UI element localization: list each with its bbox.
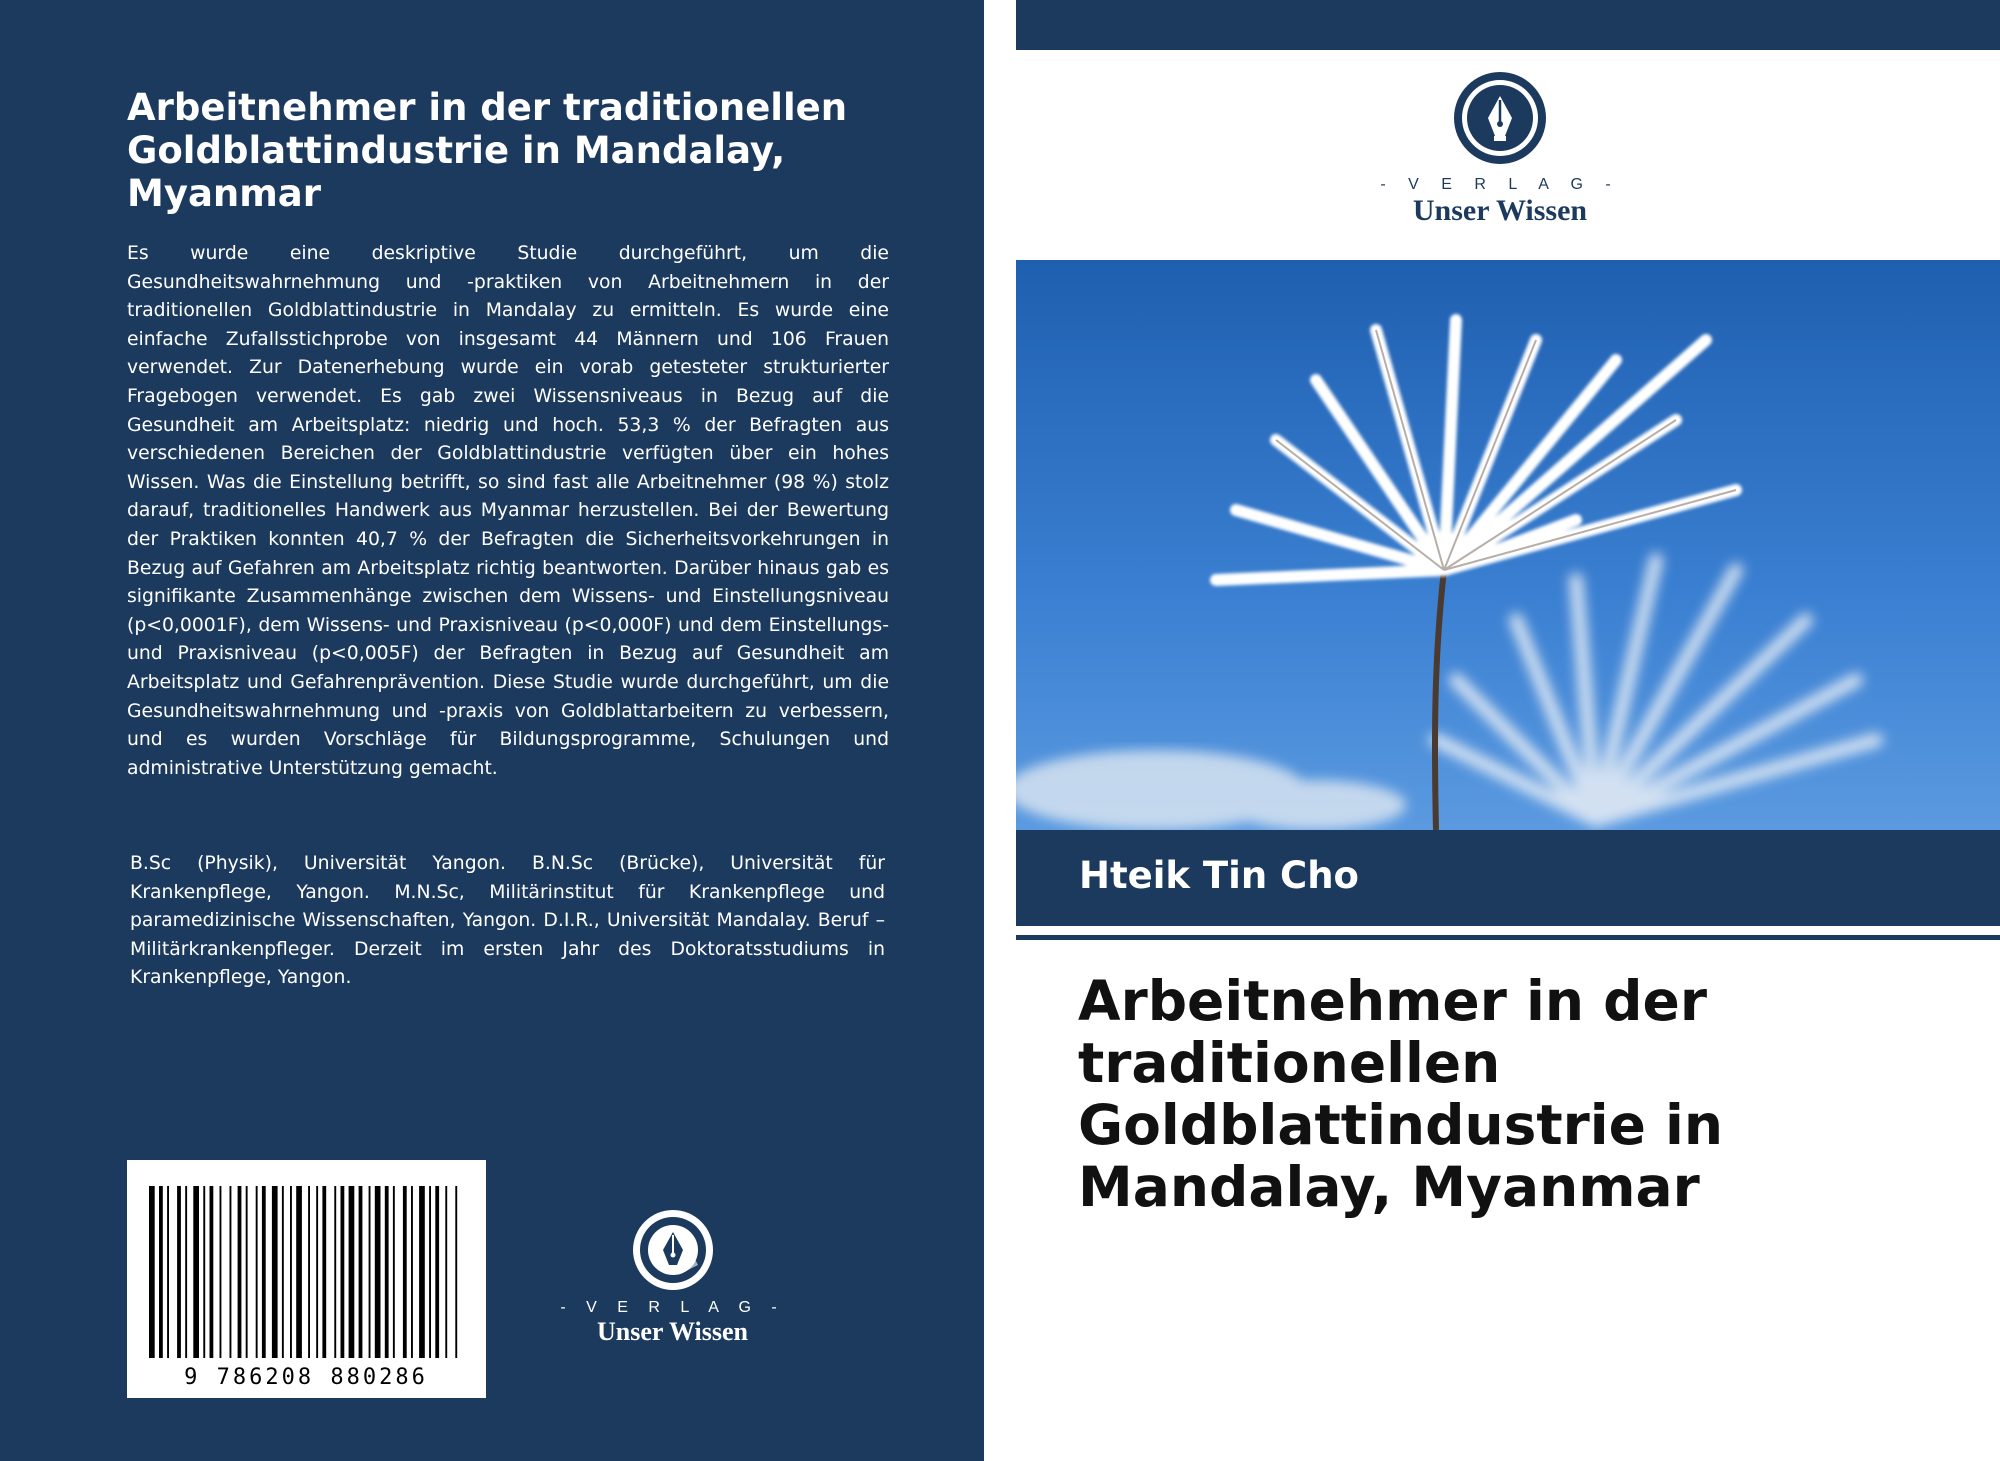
barcode-bar: [220, 1186, 222, 1358]
barcode-bar: [359, 1186, 363, 1358]
barcode-bar: [429, 1186, 431, 1358]
barcode-bar: [282, 1186, 284, 1358]
barcode-bar: [308, 1186, 310, 1358]
barcode-bar: [403, 1186, 407, 1358]
barcode-bar: [177, 1186, 181, 1358]
back-cover: [0, 0, 984, 1461]
author-bio: B.Sc (Physik), Universität Yangon. B.N.Sc (Brücke), Universität für Krankenpflege, Yangon. M.N.Sc, Militärinstitut für Krankenpflege und paramedizinische Wissenschaften, Yangon. D.I.R., Universität Mandalay. Beruf – Militärkrankenpfleger. Derzeit im ersten Jahr des Doktoratsstudiums in Krankenpflege, Yangon.: [130, 853, 885, 989]
author-name: Hteik Tin Cho: [1079, 854, 1359, 897]
barcode-bar: [230, 1186, 232, 1358]
publisher-logo-back: [560, 1205, 785, 1345]
back-cover-abstract: Es wurde eine deskriptive Studie durchgeführt, um die Gesundheitswahrnehmung und -praktiken von Arbeitnehmern in der traditionellen Goldblattindustrie in Mandalay zu ermitteln. Es wurde eine einfache Zufallsstichprobe von insgesamt 44 Männern und 106 Frauen verwendet. Zur Datenerhebung wurde ein vorab getesteter strukturierter Fragebogen verwendet. Es gab zwei Wissensniveaus in Bezug auf die Gesundheit am Arbeitsplatz: niedrig und hoch. 53,3 % der Befragten aus verschiedenen Bereichen der Goldblattindustrie verfügten über ein hohes Wissen. Was die Einstellung betrifft, so sind fast alle Arbeitnehmer (98 %) stolz darauf, traditionelles Handwerk aus Myanmar herzustellen. Bei der Bewertung der Praktiken konnten 40,7 % der Befragten die Sicherheitsvorkehrungen in Bezug auf Gefahren am Arbeitsplatz richtig beantworten. Darüber hinaus gab es signifikante Zusammenhänge zwischen dem Wissens- und Einstellungsniveau (p<0,0001F), dem Wissens- und Praxisniveau (p<0,000F) und dem Einstellungs- und Praxisniveau (p<0,005F) der Befragten in Bezug auf Gesundheit am Arbeitsplatz und Gefahrenprävention. Diese Studie wurde durchgeführt, um die Gesundheitswahrnehmung und -praxis von Goldblattarbeitern zu verbessern, und es wurden Vorschläge für Bildungsprogramme, Schulungen und administrative Unterstützung gemacht.: [127, 243, 889, 779]
front-cover-top-band: [1016, 0, 2000, 50]
barcode-bar: [393, 1186, 395, 1358]
barcode-bar: [149, 1186, 155, 1358]
fountain-pen-nib-icon: [1452, 70, 1548, 166]
cover-photo-frosted-plant: [1016, 260, 2000, 830]
barcode-bar: [385, 1186, 389, 1358]
author-band: [1016, 830, 2000, 926]
barcode-bar: [159, 1186, 163, 1358]
barcode-bar: [411, 1186, 413, 1358]
isbn-number: 9 786208 880286: [184, 1365, 428, 1390]
barcode-bar: [445, 1186, 447, 1358]
barcode-bar: [375, 1186, 381, 1358]
front-cover-title: Arbeitnehmer in der traditionellen Goldblattindustrie in Mandalay, Myanmar: [1078, 969, 1724, 1219]
publisher-name: Unser Wissen: [597, 1317, 748, 1346]
barcode-bar: [455, 1186, 457, 1358]
barcode-bar: [246, 1186, 248, 1358]
barcode-bar: [262, 1186, 266, 1358]
barcode-bar: [349, 1186, 355, 1358]
fountain-pen-nib-icon: [628, 1205, 718, 1295]
publisher-verlag-label: - V E R L A G -: [560, 1299, 785, 1316]
barcode-bar: [290, 1186, 292, 1358]
barcode-graphic: [127, 1160, 486, 1398]
barcode-bar: [272, 1186, 278, 1358]
barcode-bar: [322, 1186, 326, 1358]
barcode-bar: [296, 1186, 302, 1358]
barcode-bar: [435, 1186, 439, 1358]
barcode-bar: [167, 1186, 169, 1358]
publisher-verlag-label: - V E R L A G -: [1380, 176, 1620, 193]
barcode-bar: [185, 1186, 187, 1358]
barcode-bar: [334, 1186, 336, 1358]
isbn-barcode: [127, 1160, 486, 1398]
barcode-bar: [341, 1186, 345, 1358]
publisher-name: Unser Wissen: [1412, 194, 1588, 227]
barcode-bar: [369, 1186, 371, 1358]
back-cover-title: Arbeitnehmer in der traditionellen Goldblattindustrie in Mandalay, Myanmar: [127, 86, 848, 215]
barcode-bar: [256, 1186, 258, 1358]
barcode-bar: [238, 1186, 242, 1358]
barcode-bar: [210, 1186, 214, 1358]
barcode-bar: [203, 1186, 205, 1358]
barcode-bar: [193, 1186, 199, 1358]
divider: [1016, 935, 2000, 940]
barcode-bar: [419, 1186, 425, 1358]
publisher-logo-front: [1340, 70, 1660, 230]
barcode-bar: [316, 1186, 318, 1358]
